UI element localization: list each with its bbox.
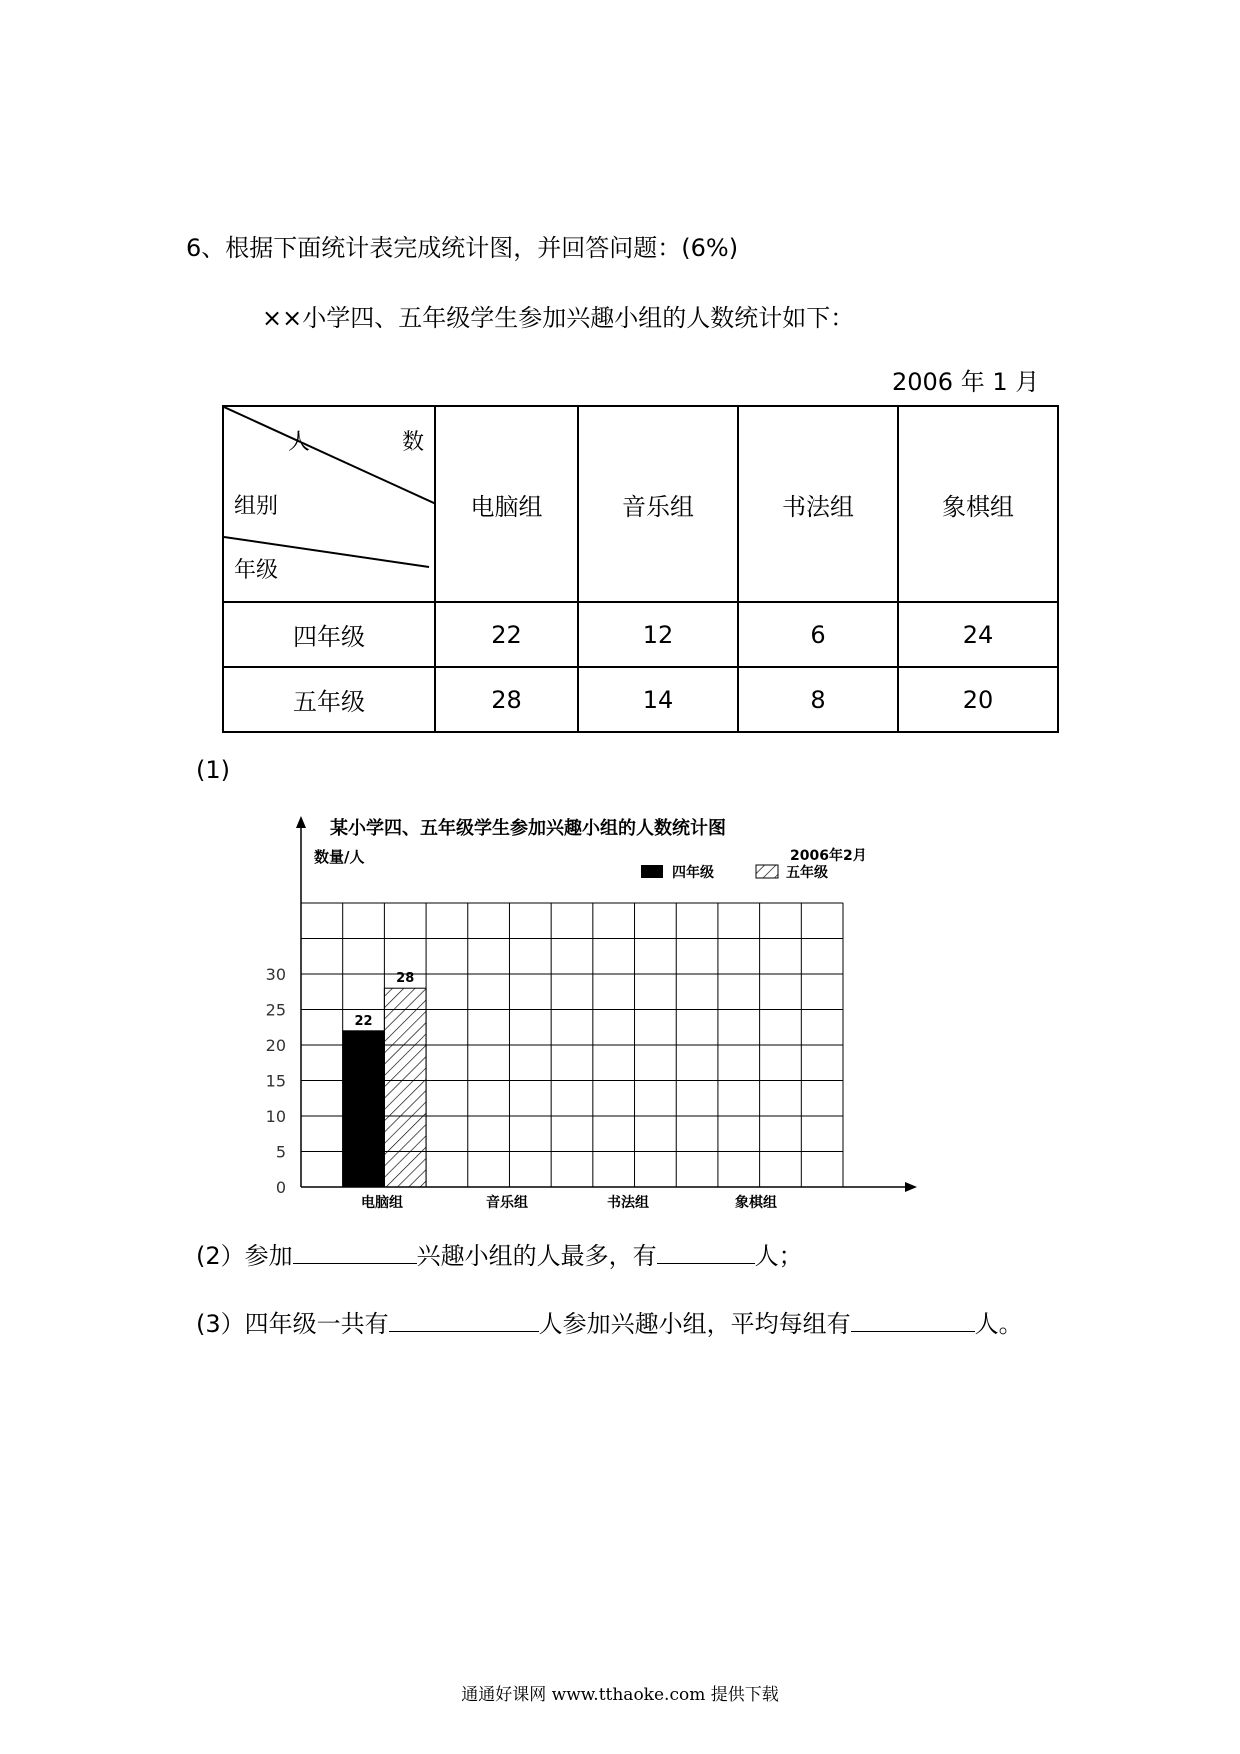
x-axis-arrow	[905, 1182, 917, 1192]
row-label: 四年级	[223, 602, 435, 667]
x-category-label: 音乐组	[486, 1195, 528, 1211]
legend-swatch-grade5	[756, 865, 778, 878]
corner-label-group: 组别	[234, 494, 279, 519]
footer-credit: 通通好课网 www.tthaoke.com 提供下载	[461, 1685, 779, 1705]
question-2	[196, 1236, 803, 1271]
legend-swatch-grade4	[641, 865, 663, 878]
y-tick-label: 0	[275, 1178, 286, 1197]
q2-suffix: 人；	[754, 1242, 803, 1270]
chart-title: 某小学四、五年级学生参加兴趣小组的人数统计图	[330, 818, 726, 839]
q2-answer-blank-count[interactable]	[657, 1241, 755, 1264]
y-tick-label: 25	[265, 1000, 286, 1020]
corner-label-count: 数	[402, 430, 425, 455]
column-header: 书法组	[738, 406, 898, 602]
column-header: 象棋组	[898, 406, 1058, 602]
q2-prefix: (2）参加	[196, 1242, 293, 1270]
question-title: 6、根据下面统计表完成统计图，并回答问题：(6%)	[186, 234, 739, 262]
y-tick-label: 20	[265, 1036, 286, 1055]
q3-answer-blank-average[interactable]	[851, 1309, 975, 1332]
table-cell: 20	[898, 667, 1058, 732]
legend-label-grade5: 五年级	[786, 865, 828, 881]
question-3	[196, 1304, 1023, 1339]
table-date: 2006 年 1 月	[892, 368, 1040, 396]
bar-grade5	[384, 988, 426, 1187]
table-cell: 14	[578, 667, 738, 732]
table-cell: 8	[738, 667, 898, 732]
question-subtitle: ××小学四、五年级学生参加兴趣小组的人数统计如下：	[262, 304, 855, 332]
column-header: 电脑组	[435, 406, 578, 602]
bar-value-label: 28	[396, 971, 415, 987]
y-tick-label: 30	[265, 965, 286, 984]
bar-value-label: 22	[354, 1013, 373, 1029]
chart-bars	[343, 971, 426, 1187]
y-tick-label: 10	[265, 1107, 286, 1126]
y-tick-label: 15	[265, 1071, 286, 1091]
q3-answer-blank-total[interactable]	[389, 1309, 539, 1332]
y-tick-label: 5	[275, 1142, 286, 1162]
q3-prefix: (3）四年级一共有	[196, 1310, 389, 1338]
column-header: 音乐组	[578, 406, 738, 602]
corner-label-grade: 年级	[234, 558, 279, 583]
q3-middle: 人参加兴趣小组，平均每组有	[538, 1310, 851, 1338]
chart-date: 2006年2月	[790, 848, 867, 864]
table-cell: 6	[738, 602, 898, 667]
table-cell: 12	[578, 602, 738, 667]
x-category-label: 书法组	[607, 1195, 649, 1211]
legend-label-grade4: 四年级	[672, 865, 714, 881]
q3-suffix: 人。	[974, 1310, 1023, 1338]
corner-label-person: 人	[288, 430, 311, 455]
x-category-label: 电脑组	[361, 1195, 403, 1211]
table-cell: 24	[898, 602, 1058, 667]
bar-grade4	[343, 1031, 385, 1187]
table-cell: 22	[435, 602, 578, 667]
chart-ylabel: 数量/人	[314, 848, 365, 866]
y-axis-arrow	[296, 816, 306, 828]
part1-label: (1)	[196, 756, 230, 784]
q2-answer-blank-group[interactable]	[293, 1241, 417, 1264]
q2-middle: 兴趣小组的人最多，有	[416, 1242, 657, 1270]
table-cell: 28	[435, 667, 578, 732]
x-category-label: 象棋组	[735, 1195, 777, 1211]
row-label: 五年级	[223, 667, 435, 732]
